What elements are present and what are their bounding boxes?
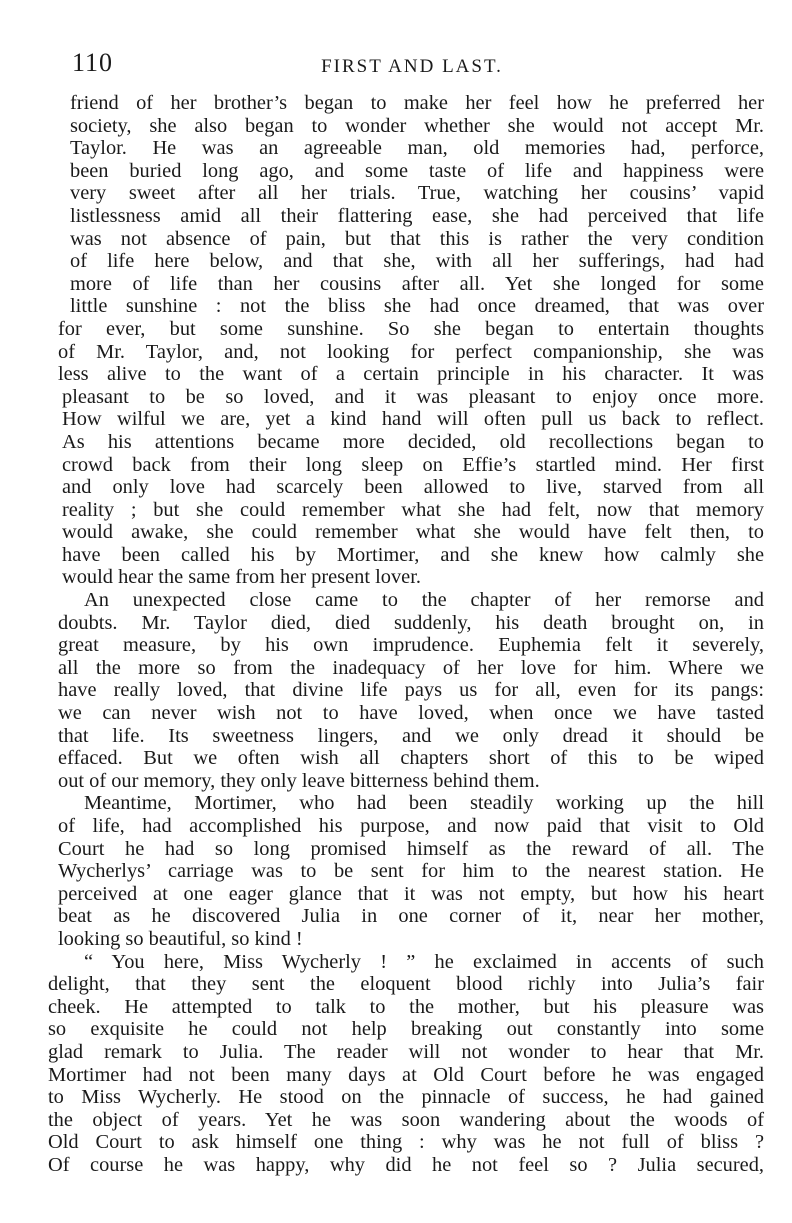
text-line: have been called his by Mortimer, and she knew how calmly she bbox=[62, 543, 764, 566]
text-line: friend of her brother’s began to make her feel how he preferred her bbox=[70, 92, 764, 114]
text-line: reality ; but she could remember what she had felt, now that memory bbox=[62, 498, 764, 521]
text-line: so exquisite he could not help breaking out constantly into some bbox=[48, 1018, 764, 1041]
text-line: Meantime, Mortimer, who had been steadily working up the hill bbox=[84, 792, 764, 815]
text-line: of life, had accomplished his purpose, and now paid that visit to Old bbox=[58, 815, 764, 837]
text-line: the object of years. Yet he was soon wandering about the woods of bbox=[48, 1108, 764, 1131]
text-line: Mortimer had not been many days at Old Court before he was engaged bbox=[48, 1063, 764, 1086]
running-title: FIRST AND LAST. bbox=[321, 56, 503, 77]
text-line: and only love had scarcely been allowed to live, starved from all bbox=[62, 476, 764, 499]
text-line: glad remark to Julia. The reader will not wonder to hear that Mr. bbox=[48, 1040, 764, 1063]
text-line: looking so beautiful, so kind ! bbox=[58, 927, 303, 950]
text-line: listlessness amid all their flattering ease, she had perceived that life bbox=[70, 204, 764, 227]
text-line: that life. Its sweetness lingers, and we only dread it should be bbox=[58, 724, 764, 747]
text-line: of life here below, and that she, with all her sufferings, had had bbox=[70, 250, 764, 273]
text-line: would awake, she could remember what she would have felt then, to bbox=[62, 521, 764, 544]
text-line: An unexpected close came to the chapter of her remorse and bbox=[84, 589, 764, 612]
page-body bbox=[48, 92, 764, 1177]
text-line: As his attentions became more decided, old recollections began to bbox=[62, 430, 764, 453]
text-line: of Mr. Taylor, and, not looking for perfect companionship, she was bbox=[58, 340, 764, 363]
text-line: great measure, by his own imprudence. Euphemia felt it severely, bbox=[58, 634, 764, 657]
text-line: Court he had so long promised himself as the reward of all. The bbox=[58, 837, 764, 860]
paragraph-1 bbox=[48, 92, 764, 589]
text-line: all the more so from the inadequacy of her love for him. Where we bbox=[58, 656, 764, 679]
text-line: delight, that they sent the eloquent blood richly into Julia’s fair bbox=[48, 973, 764, 996]
text-line: “ You here, Miss Wycherly ! ” he exclaimed in accents of such bbox=[84, 950, 764, 973]
page-number: 110 bbox=[72, 48, 114, 77]
text-line: pleasant to be so loved, and it was pleasant to enjoy once more. bbox=[62, 385, 764, 408]
text-line: been buried long ago, and some taste of life and happiness were bbox=[70, 159, 764, 182]
text-line: little sunshine : not the bliss she had once dreamed, that was over bbox=[70, 295, 764, 318]
paragraph-4 bbox=[48, 951, 764, 1177]
text-line: very sweet after all her trials. True, watching her cousins’ vapid bbox=[70, 182, 764, 205]
text-line: we can never wish not to have loved, when once we have tasted bbox=[58, 702, 764, 725]
text-line: would hear the same from her present lover. bbox=[62, 566, 421, 589]
text-line: out of our memory, they only leave bitterness behind them. bbox=[58, 769, 540, 792]
paragraph-3 bbox=[48, 792, 764, 950]
text-line: to Miss Wycherly. He stood on the pinnacle of success, he had gained bbox=[48, 1086, 764, 1109]
text-line: more of life than her cousins after all. Yet she longed for some bbox=[70, 272, 764, 295]
page-header bbox=[72, 48, 752, 82]
text-line: beat as he discovered Julia in one corner of it, near her mother, bbox=[58, 905, 764, 928]
text-line: was not absence of pain, but that this is rather the very condition bbox=[70, 227, 764, 250]
text-line: for ever, but some sunshine. So she began to entertain thoughts bbox=[58, 317, 764, 340]
text-line: less alive to the want of a certain principle in his character. It was bbox=[58, 363, 764, 386]
text-line: Wycherlys’ carriage was to be sent for him to the nearest station. He bbox=[58, 860, 764, 883]
text-line: How wilful we are, yet a kind hand will often pull us back to reflect. bbox=[62, 408, 764, 431]
text-line: Taylor. He was an agreeable man, old memories had, perforce, bbox=[70, 137, 764, 160]
text-line: cheek. He attempted to talk to the mother, but his pleasure was bbox=[48, 995, 764, 1018]
text-line: doubts. Mr. Taylor died, died suddenly, his death brought on, in bbox=[58, 611, 764, 634]
text-line: Of course he was happy, why did he not feel so ? Julia secured, bbox=[48, 1153, 764, 1176]
text-line: effaced. But we often wish all chapters short of this to be wiped bbox=[58, 747, 764, 770]
text-line: society, she also began to wonder whether she would not accept Mr. bbox=[70, 114, 764, 137]
text-line: Old Court to ask himself one thing : why was he not full of bliss ? bbox=[48, 1131, 764, 1154]
text-line: perceived at one eager glance that it was not empty, but how his heart bbox=[58, 882, 764, 905]
text-line: crowd back from their long sleep on Effie’s startled mind. Her first bbox=[62, 453, 764, 476]
paragraph-2 bbox=[48, 589, 764, 792]
text-line: have really loved, that divine life pays us for all, even for its pangs: bbox=[58, 679, 764, 702]
